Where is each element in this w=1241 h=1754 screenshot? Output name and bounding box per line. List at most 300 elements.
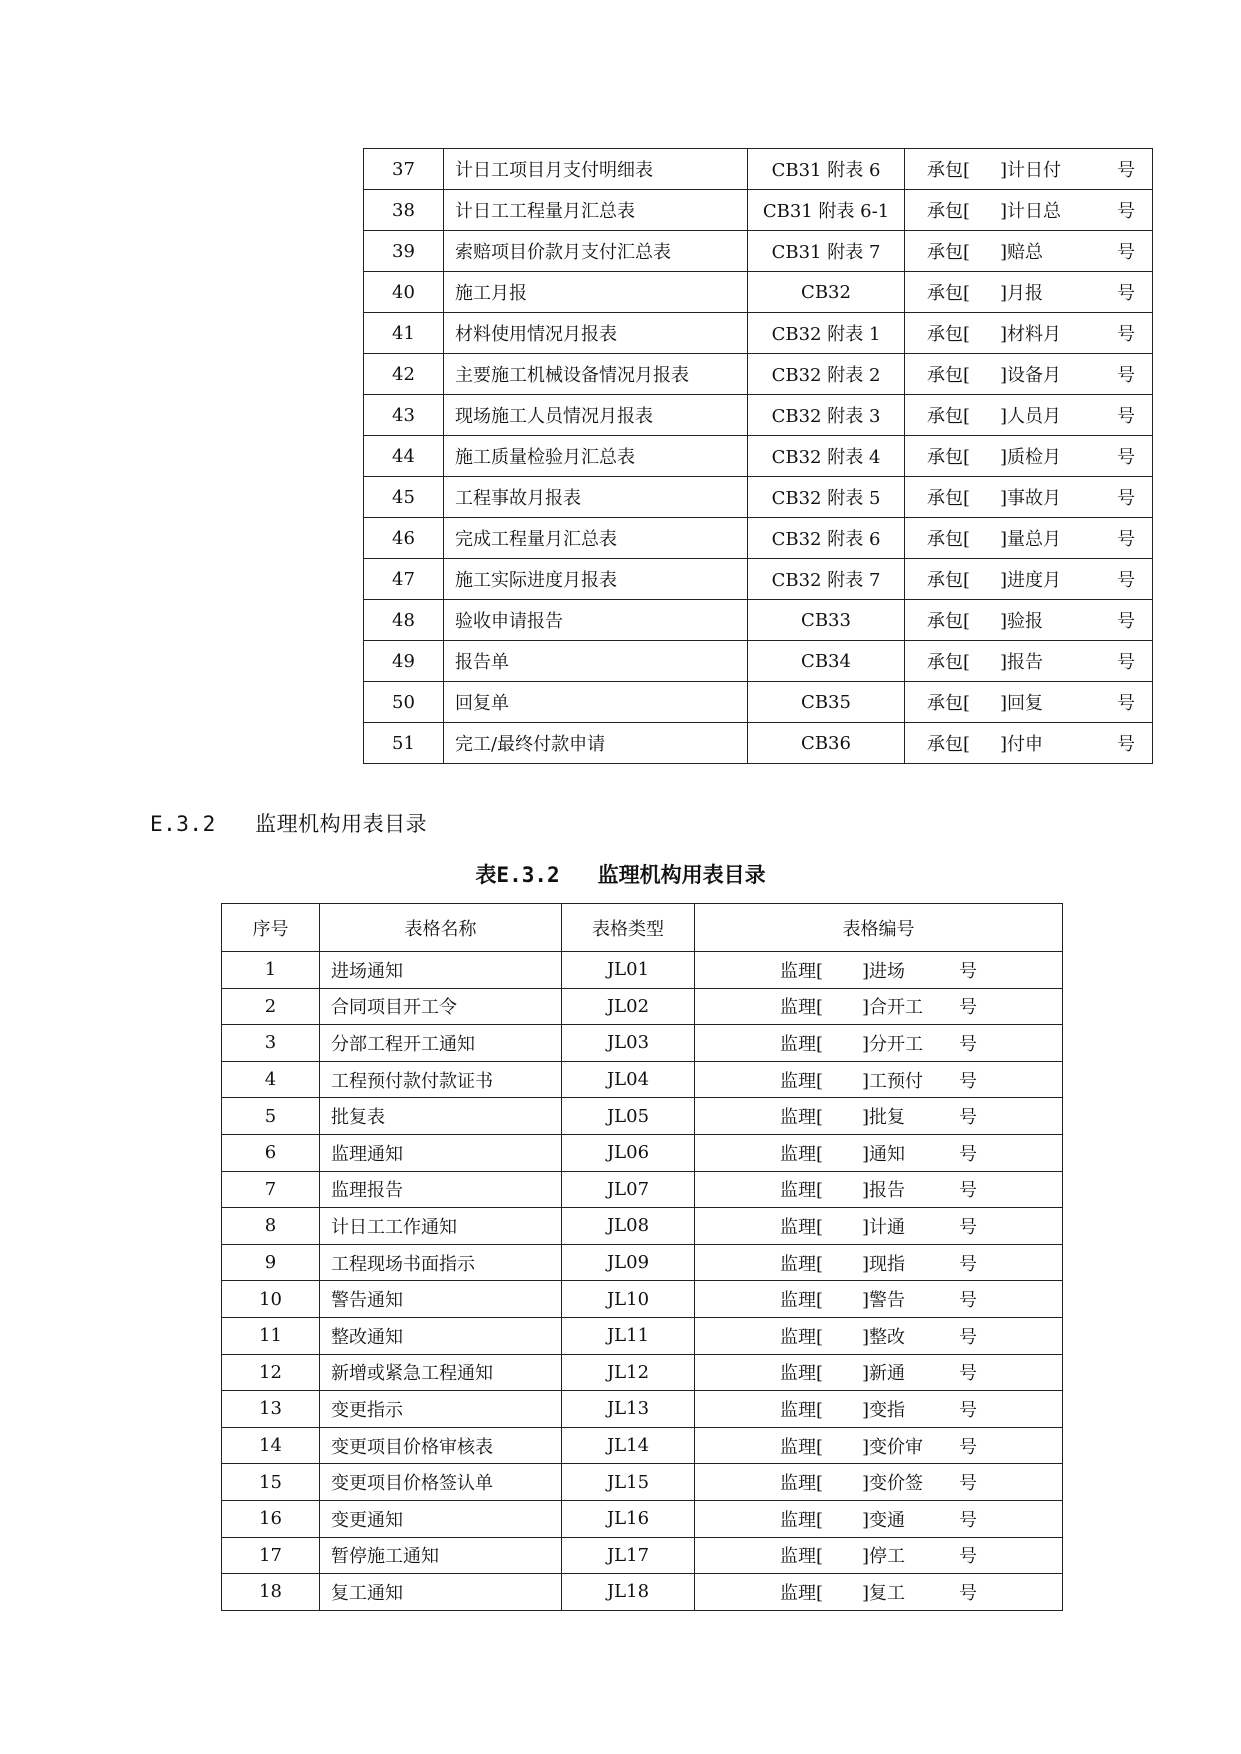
form-code-parts	[695, 1025, 1062, 1061]
form-code-abbrev: ]警告	[862, 1290, 906, 1312]
form-type: JL13	[562, 1391, 695, 1428]
form-type: CB32 附表 2	[748, 354, 905, 395]
table-row	[222, 952, 1063, 989]
table-row	[222, 1574, 1063, 1611]
form-code-abbrev: ]变通	[862, 1509, 906, 1531]
form-name: 警告通知	[320, 1281, 562, 1318]
form-type: JL12	[562, 1354, 695, 1391]
form-code-prefix: 承包[	[927, 283, 971, 304]
row-number: 39	[364, 231, 444, 272]
table-row	[222, 1391, 1063, 1428]
form-code-abbrev: ]通知	[862, 1143, 906, 1165]
form-code-parts	[695, 1538, 1062, 1574]
form-code-abbrev: ]现指	[862, 1253, 906, 1275]
form-code-prefix: 监理[	[780, 1216, 824, 1238]
form-type: JL04	[562, 1061, 695, 1098]
form-type: JL08	[562, 1208, 695, 1245]
supervision-forms-table	[221, 903, 1063, 1611]
row-number: 16	[222, 1500, 320, 1537]
form-type: JL06	[562, 1134, 695, 1171]
row-number: 11	[222, 1317, 320, 1354]
form-code-suffix: 号	[1117, 611, 1135, 632]
form-code	[695, 1244, 1063, 1281]
form-type: CB32 附表 1	[748, 313, 905, 354]
form-code-parts	[695, 1574, 1062, 1610]
form-type: JL15	[562, 1464, 695, 1501]
form-code	[905, 600, 1153, 641]
row-number: 10	[222, 1281, 320, 1318]
form-code-abbrev: ]计通	[862, 1216, 906, 1238]
form-name: 分部工程开工通知	[320, 1025, 562, 1062]
form-code-parts	[905, 682, 1152, 722]
form-code-suffix: 号	[959, 997, 977, 1019]
row-number: 38	[364, 190, 444, 231]
form-name: 新增或紧急工程通知	[320, 1354, 562, 1391]
form-type: CB34	[748, 641, 905, 682]
form-code	[905, 682, 1153, 723]
table-row	[222, 1500, 1063, 1537]
form-code-parts	[905, 149, 1152, 189]
table-row	[222, 1098, 1063, 1135]
header-cell-code: 表格编号	[695, 904, 1063, 952]
table-row	[364, 518, 1153, 559]
form-code-prefix: 承包[	[927, 242, 971, 263]
form-code	[905, 354, 1153, 395]
table-caption	[0, 859, 1241, 889]
form-name: 主要施工机械设备情况月报表	[444, 354, 748, 395]
form-code-prefix: 承包[	[927, 734, 971, 755]
form-code-prefix: 承包[	[927, 324, 971, 345]
form-code-abbrev: ]变价审	[862, 1436, 924, 1458]
form-code-parts	[905, 641, 1152, 681]
row-number: 44	[364, 436, 444, 477]
form-code-suffix: 号	[1117, 488, 1135, 509]
section-heading	[150, 808, 427, 838]
form-type: CB32 附表 5	[748, 477, 905, 518]
table-row	[364, 477, 1153, 518]
form-code-prefix: 监理[	[780, 1033, 824, 1055]
form-code	[905, 313, 1153, 354]
form-code-suffix: 号	[959, 1509, 977, 1531]
form-code-suffix: 号	[1117, 406, 1135, 427]
table-row	[364, 600, 1153, 641]
form-code-parts	[905, 313, 1152, 353]
form-code-abbrev: ]计日付	[1000, 160, 1062, 181]
header-cell-name: 表格名称	[320, 904, 562, 952]
form-code-abbrev: ]工预付	[862, 1070, 924, 1092]
form-code-prefix: 承包[	[927, 447, 971, 468]
form-code-suffix: 号	[1117, 693, 1135, 714]
form-code	[695, 1500, 1063, 1537]
form-name: 变更项目价格审核表	[320, 1427, 562, 1464]
form-type: JL05	[562, 1098, 695, 1135]
row-number: 48	[364, 600, 444, 641]
row-number: 47	[364, 559, 444, 600]
form-name: 暂停施工通知	[320, 1537, 562, 1574]
row-number: 13	[222, 1391, 320, 1428]
table-row	[364, 723, 1153, 764]
row-number: 49	[364, 641, 444, 682]
form-code-abbrev: ]分开工	[862, 1033, 924, 1055]
form-code-parts	[905, 231, 1152, 271]
form-code-prefix: 监理[	[780, 997, 824, 1019]
form-code	[905, 395, 1153, 436]
form-code-suffix: 号	[1117, 365, 1135, 386]
form-name: 监理通知	[320, 1134, 562, 1171]
row-number: 14	[222, 1427, 320, 1464]
form-code-abbrev: ]变价签	[862, 1473, 924, 1495]
form-type: JL02	[562, 988, 695, 1025]
form-code-parts	[695, 1318, 1062, 1354]
form-code-parts	[695, 1172, 1062, 1208]
form-code-abbrev: ]付申	[1000, 734, 1044, 755]
form-code-abbrev: ]赔总	[1000, 242, 1044, 263]
form-code	[695, 1427, 1063, 1464]
form-code-parts	[695, 989, 1062, 1025]
form-code-prefix: 监理[	[780, 1363, 824, 1385]
form-code-suffix: 号	[1117, 324, 1135, 345]
form-code-abbrev: ]计日总	[1000, 201, 1062, 222]
form-code-abbrev: ]月报	[1000, 283, 1044, 304]
form-name: 工程事故月报表	[444, 477, 748, 518]
form-code-abbrev: ]复工	[862, 1582, 906, 1604]
table-row	[364, 354, 1153, 395]
form-code-prefix: 承包[	[927, 529, 971, 550]
form-code-abbrev: ]回复	[1000, 693, 1044, 714]
form-code-parts	[905, 559, 1152, 599]
form-code-abbrev: ]新通	[862, 1363, 906, 1385]
form-name: 回复单	[444, 682, 748, 723]
form-type: CB36	[748, 723, 905, 764]
row-number: 4	[222, 1061, 320, 1098]
form-code-suffix: 号	[959, 1473, 977, 1495]
form-code	[905, 231, 1153, 272]
form-name: 验收申请报告	[444, 600, 748, 641]
row-number: 51	[364, 723, 444, 764]
form-code-suffix: 号	[1117, 160, 1135, 181]
table-row	[364, 559, 1153, 600]
form-code-prefix: 监理[	[780, 1509, 824, 1531]
table-row	[222, 1025, 1063, 1062]
table-row	[222, 1171, 1063, 1208]
form-code-prefix: 监理[	[780, 1582, 824, 1604]
form-type: CB33	[748, 600, 905, 641]
form-name: 完工/最终付款申请	[444, 723, 748, 764]
form-code	[905, 436, 1153, 477]
form-code-parts	[905, 723, 1152, 763]
form-code-parts	[905, 518, 1152, 558]
table-row	[222, 1061, 1063, 1098]
form-code-prefix: 承包[	[927, 201, 971, 222]
form-code	[695, 1354, 1063, 1391]
form-code-suffix: 号	[1117, 447, 1135, 468]
form-code-abbrev: ]报告	[1000, 652, 1044, 673]
form-type: JL11	[562, 1317, 695, 1354]
form-name: 变更通知	[320, 1500, 562, 1537]
form-type: CB31 附表 6-1	[748, 190, 905, 231]
form-type: JL18	[562, 1574, 695, 1611]
form-type: JL07	[562, 1171, 695, 1208]
form-name: 索赔项目价款月支付汇总表	[444, 231, 748, 272]
form-code-suffix: 号	[1117, 283, 1135, 304]
form-code-parts	[695, 1464, 1062, 1500]
table-row	[222, 1427, 1063, 1464]
form-code	[695, 1208, 1063, 1245]
form-code-parts	[695, 952, 1062, 988]
table-row	[222, 1208, 1063, 1245]
form-code-suffix: 号	[959, 1546, 977, 1568]
form-code-prefix: 监理[	[780, 1253, 824, 1275]
form-name: 计日工工作通知	[320, 1208, 562, 1245]
form-code-parts	[695, 1281, 1062, 1317]
row-number: 43	[364, 395, 444, 436]
form-name: 变更项目价格签认单	[320, 1464, 562, 1501]
form-type: CB35	[748, 682, 905, 723]
form-name: 整改通知	[320, 1317, 562, 1354]
form-code-prefix: 承包[	[927, 570, 971, 591]
form-type: CB31 附表 7	[748, 231, 905, 272]
form-code-prefix: 监理[	[780, 1399, 824, 1421]
form-name: 批复表	[320, 1098, 562, 1135]
row-number: 2	[222, 988, 320, 1025]
form-code-prefix: 承包[	[927, 406, 971, 427]
form-code-abbrev: ]验报	[1000, 611, 1044, 632]
form-code-suffix: 号	[959, 1070, 977, 1092]
form-name: 计日工工程量月汇总表	[444, 190, 748, 231]
form-code-prefix: 监理[	[780, 1436, 824, 1458]
form-name: 变更指示	[320, 1391, 562, 1428]
form-code-suffix: 号	[1117, 734, 1135, 755]
form-code-suffix: 号	[959, 1436, 977, 1458]
form-code-abbrev: ]进度月	[1000, 570, 1062, 591]
form-code-abbrev: ]人员月	[1000, 406, 1062, 427]
table-row	[222, 1537, 1063, 1574]
table-header-row	[222, 904, 1063, 952]
form-code	[905, 477, 1153, 518]
form-name: 施工质量检验月汇总表	[444, 436, 748, 477]
contractor-forms-table	[363, 148, 1153, 764]
form-code-abbrev: ]进场	[862, 960, 906, 982]
form-code-abbrev: ]设备月	[1000, 365, 1062, 386]
table-caption-label: 表E.3.2	[475, 863, 560, 887]
form-code-abbrev: ]质检月	[1000, 447, 1062, 468]
row-number: 15	[222, 1464, 320, 1501]
form-name: 复工通知	[320, 1574, 562, 1611]
table-row	[364, 190, 1153, 231]
form-type: CB32	[748, 272, 905, 313]
form-code-parts	[695, 1501, 1062, 1537]
contractor-forms-table-body	[364, 149, 1153, 764]
form-code-suffix: 号	[959, 1363, 977, 1385]
form-name: 现场施工人员情况月报表	[444, 395, 748, 436]
form-code-parts	[905, 395, 1152, 435]
form-code-suffix: 号	[1117, 201, 1135, 222]
form-code	[905, 190, 1153, 231]
form-code-abbrev: ]批复	[862, 1107, 906, 1129]
table-row	[222, 1464, 1063, 1501]
row-number: 12	[222, 1354, 320, 1391]
form-name: 工程预付款付款证书	[320, 1061, 562, 1098]
table-row	[364, 231, 1153, 272]
form-code-parts	[695, 1062, 1062, 1098]
form-type: CB32 附表 7	[748, 559, 905, 600]
form-code-prefix: 监理[	[780, 1143, 824, 1165]
form-code-suffix: 号	[959, 1216, 977, 1238]
form-code	[905, 149, 1153, 190]
form-code-parts	[905, 190, 1152, 230]
form-code-prefix: 监理[	[780, 1473, 824, 1495]
row-number: 46	[364, 518, 444, 559]
row-number: 37	[364, 149, 444, 190]
form-type: JL01	[562, 952, 695, 989]
form-name: 材料使用情况月报表	[444, 313, 748, 354]
section-number: E.3.2	[150, 812, 216, 836]
form-code-suffix: 号	[959, 1143, 977, 1165]
row-number: 45	[364, 477, 444, 518]
header-cell-type: 表格类型	[562, 904, 695, 952]
form-name: 监理报告	[320, 1171, 562, 1208]
table-row	[364, 149, 1153, 190]
table-row	[222, 1317, 1063, 1354]
form-code-prefix: 监理[	[780, 1546, 824, 1568]
form-code-prefix: 承包[	[927, 611, 971, 632]
form-code	[695, 1464, 1063, 1501]
table-row	[222, 988, 1063, 1025]
form-code-parts	[695, 1391, 1062, 1427]
form-code-suffix: 号	[959, 1582, 977, 1604]
form-code-prefix: 承包[	[927, 365, 971, 386]
form-type: JL09	[562, 1244, 695, 1281]
row-number: 7	[222, 1171, 320, 1208]
form-name: 报告单	[444, 641, 748, 682]
form-code	[695, 1061, 1063, 1098]
form-code-prefix: 承包[	[927, 160, 971, 181]
form-code	[905, 723, 1153, 764]
form-code	[695, 1171, 1063, 1208]
form-code-suffix: 号	[959, 1107, 977, 1129]
form-name: 完成工程量月汇总表	[444, 518, 748, 559]
form-code-abbrev: ]报告	[862, 1180, 906, 1202]
row-number: 41	[364, 313, 444, 354]
form-name: 施工实际进度月报表	[444, 559, 748, 600]
form-type: JL16	[562, 1500, 695, 1537]
form-code-parts	[695, 1245, 1062, 1281]
form-code	[905, 641, 1153, 682]
form-code-prefix: 监理[	[780, 1180, 824, 1202]
row-number: 8	[222, 1208, 320, 1245]
section-title: 监理机构用表目录	[255, 812, 428, 836]
form-code-parts	[905, 477, 1152, 517]
table-row	[364, 641, 1153, 682]
form-code-parts	[905, 272, 1152, 312]
form-type: JL17	[562, 1537, 695, 1574]
table-row	[364, 272, 1153, 313]
form-code-parts	[695, 1098, 1062, 1134]
form-code-parts	[695, 1428, 1062, 1464]
form-code-suffix: 号	[1117, 242, 1135, 263]
row-number: 50	[364, 682, 444, 723]
form-code	[695, 988, 1063, 1025]
form-name: 合同项目开工令	[320, 988, 562, 1025]
row-number: 18	[222, 1574, 320, 1611]
row-number: 9	[222, 1244, 320, 1281]
form-code	[905, 272, 1153, 313]
form-name: 计日工项目月支付明细表	[444, 149, 748, 190]
form-code-prefix: 承包[	[927, 488, 971, 509]
form-type: JL03	[562, 1025, 695, 1062]
row-number: 17	[222, 1537, 320, 1574]
form-name: 施工月报	[444, 272, 748, 313]
form-code-abbrev: ]停工	[862, 1546, 906, 1568]
form-code-abbrev: ]整改	[862, 1326, 906, 1348]
form-code-prefix: 监理[	[780, 1326, 824, 1348]
row-number: 6	[222, 1134, 320, 1171]
form-code-abbrev: ]量总月	[1000, 529, 1062, 550]
form-code	[905, 559, 1153, 600]
form-code	[695, 1134, 1063, 1171]
form-code-suffix: 号	[1117, 529, 1135, 550]
table-row	[222, 1354, 1063, 1391]
form-code-suffix: 号	[959, 1326, 977, 1348]
form-code-parts	[905, 436, 1152, 476]
table-row	[364, 682, 1153, 723]
form-code-suffix: 号	[959, 1253, 977, 1275]
form-type: CB32 附表 4	[748, 436, 905, 477]
form-code-parts	[905, 600, 1152, 640]
row-number: 40	[364, 272, 444, 313]
form-code-parts	[905, 354, 1152, 394]
form-code	[905, 518, 1153, 559]
form-type: CB32 附表 6	[748, 518, 905, 559]
form-code-abbrev: ]变指	[862, 1399, 906, 1421]
form-name: 进场通知	[320, 952, 562, 989]
table-row	[222, 1134, 1063, 1171]
form-code-suffix: 号	[959, 960, 977, 982]
table-row	[364, 313, 1153, 354]
supervision-forms-table-body	[222, 904, 1063, 1611]
form-code-parts	[695, 1135, 1062, 1171]
form-type: JL14	[562, 1427, 695, 1464]
form-code-parts	[695, 1355, 1062, 1391]
form-code-suffix: 号	[959, 1180, 977, 1202]
table-caption-title: 监理机构用表目录	[597, 863, 766, 887]
form-code	[695, 1025, 1063, 1062]
row-number: 3	[222, 1025, 320, 1062]
form-code-abbrev: ]材料月	[1000, 324, 1062, 345]
form-code-abbrev: ]合开工	[862, 997, 924, 1019]
row-number: 42	[364, 354, 444, 395]
row-number: 5	[222, 1098, 320, 1135]
header-cell-no: 序号	[222, 904, 320, 952]
form-code-prefix: 监理[	[780, 1107, 824, 1129]
form-code	[695, 1574, 1063, 1611]
form-code-parts	[695, 1208, 1062, 1244]
form-type: CB31 附表 6	[748, 149, 905, 190]
form-code-suffix: 号	[959, 1290, 977, 1312]
form-code-suffix: 号	[959, 1033, 977, 1055]
form-code	[695, 1281, 1063, 1318]
form-code-prefix: 监理[	[780, 1290, 824, 1312]
form-code-suffix: 号	[1117, 652, 1135, 673]
form-code-prefix: 承包[	[927, 693, 971, 714]
table-row	[364, 395, 1153, 436]
table-row	[222, 1244, 1063, 1281]
form-code-abbrev: ]事故月	[1000, 488, 1062, 509]
table-row	[364, 436, 1153, 477]
form-name: 工程现场书面指示	[320, 1244, 562, 1281]
form-code	[695, 1391, 1063, 1428]
form-code-suffix: 号	[1117, 570, 1135, 591]
